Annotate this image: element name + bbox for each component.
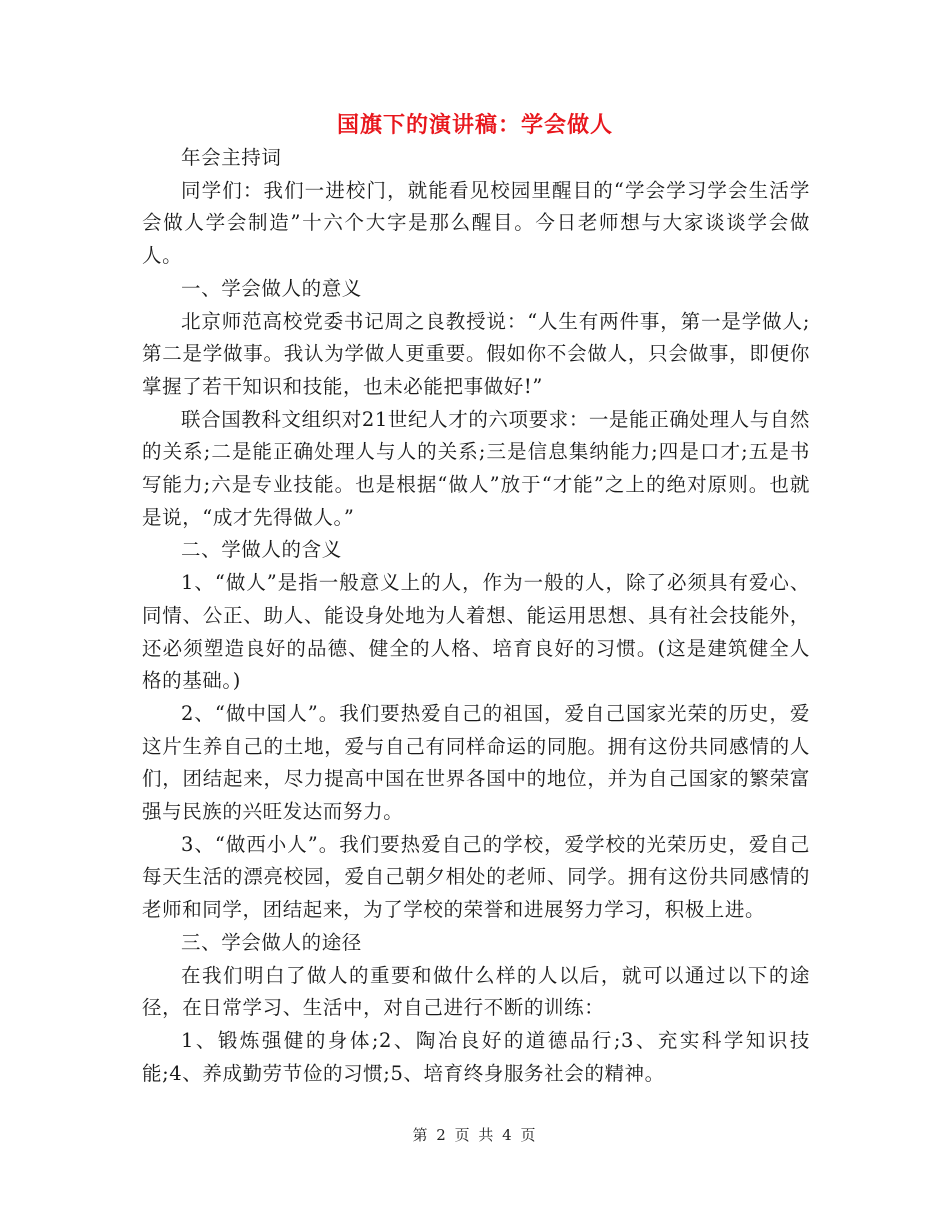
section-heading-1: 一、学会做人的意义 <box>181 276 362 300</box>
paragraph: 在我们明白了做人的重要和做什么样的人以后，就可以通过以下的途径，在日常学习、生活中，对自己进行不断的训练： <box>142 963 810 1020</box>
section-heading-3: 三、学会做人的途径 <box>181 930 362 954</box>
page-title: 国旗下的演讲稿：学会做人 <box>336 113 613 138</box>
paragraph: 北京师范高校党委书记周之良教授说：“人生有两件事，第一是学做人;第二是学做事。我认为学做人更重要。假如你不会做人，只会做事，即便你掌握了若干知识和技能，也未必能把事做好!” <box>142 309 810 398</box>
document-body <box>142 142 810 1090</box>
page-number-footer: 第 2 页 共 4 页 <box>412 1126 538 1144</box>
section-heading-2: 二、学做人的含义 <box>181 538 342 562</box>
paragraph: 3、“做西小人”。我们要热爱自己的学校，爱学校的光荣历史，爱自己每天生活的漂亮校园，爱自己朝夕相处的老师、同学。拥有这份共同感情的老师和同学，团结起来，为了学校的荣誉和进展努力学习，积极上进。 <box>142 832 810 922</box>
paragraph-intro: 同学们：我们一进校门，就能看见校园里醒目的“学会学习学会生活学会做人学会制造”十六个大字是那么醒目。今日老师想与大家谈谈学会做人。 <box>142 178 810 268</box>
paragraph-subtitle: 年会主持词 <box>181 146 282 169</box>
paragraph: 1、锻炼强健的身体;2、陶冶良好的道德品行;3、充实科学知识技能;4、养成勤劳节俭的习惯;5、培育终身服务社会的精神。 <box>142 1028 810 1085</box>
paragraph: 1、“做人”是指一般意义上的人，作为一般的人，除了必须具有爱心、同情、公正、助人、能设身处地为人着想、能运用思想、具有社会技能外，还必须塑造良好的品德、健全的人格、培育良好的习惯。(这是建筑健全人格的基础。) <box>142 571 810 693</box>
paragraph: 联合国教科文组织对21世纪人才的六项要求：一是能正确处理人与自然的关系;二是能正确处理人与人的关系;三是信息集纳能力;四是口才;五是书写能力;六是专业技能。也是根据“做人”放于“才能”之上的绝对原则。也就是说，“成才先得做人。” <box>142 407 811 529</box>
paragraph: 2、“做中国人”。我们要热爱自己的祖国，爱自己国家光荣的历史，爱这片生养自己的土地，爱与自己有同样命运的同胞。拥有这份共同感情的人们，团结起来，尽力提高中国在世界各国中的地位，并为自己国家的繁荣富强与民族的兴旺发达而努力。 <box>142 701 810 824</box>
